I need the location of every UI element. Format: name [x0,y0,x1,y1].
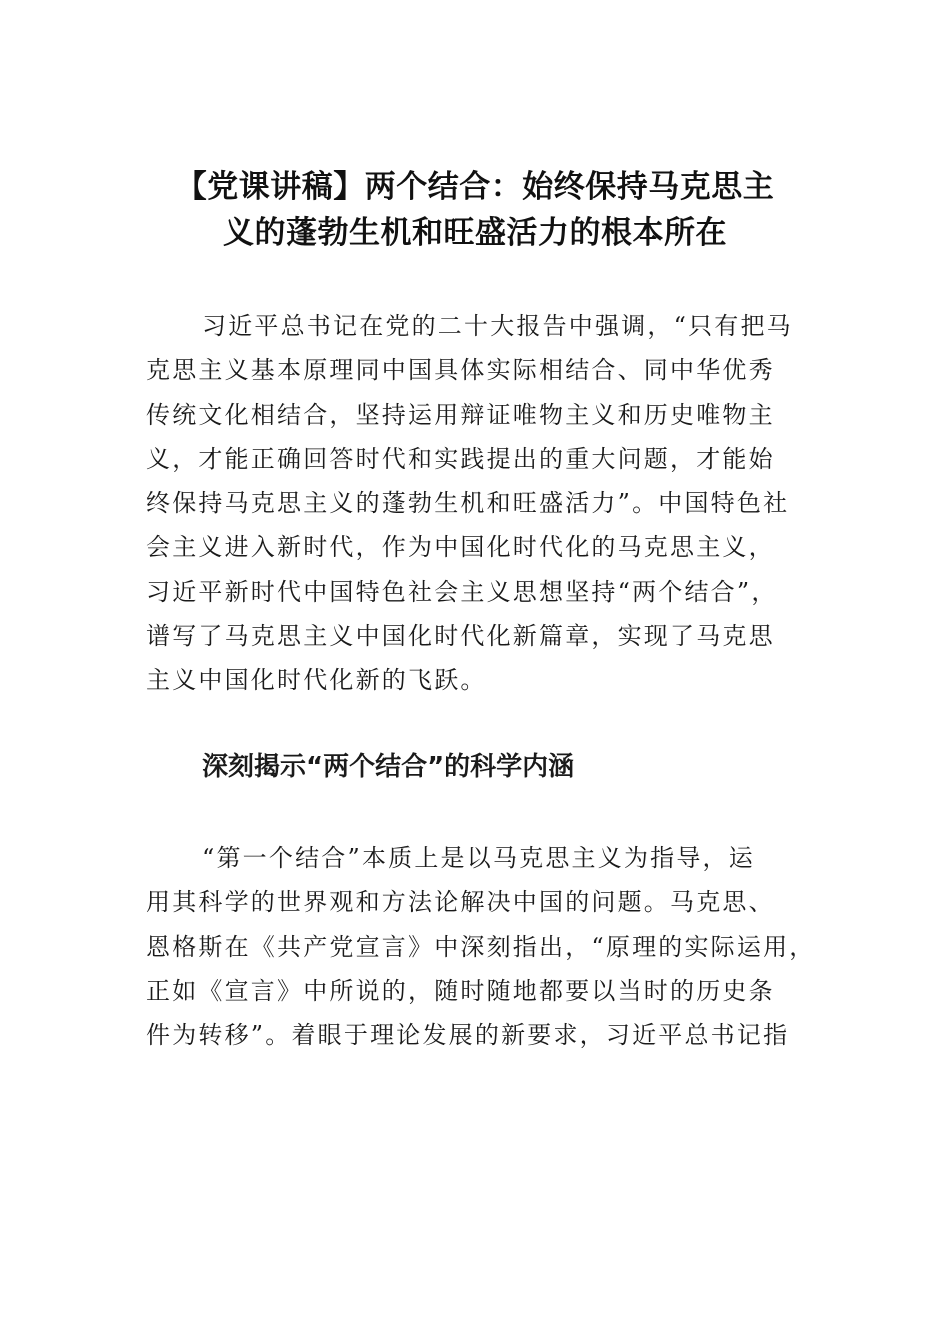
document-title [140,164,810,256]
paragraph-line: 谱写了马克思主义中国化时代化新篇章，实现了马克思 [146,622,775,651]
paragraph-line: 会主义进入新时代，作为中国化时代化的马克思主义， [146,533,775,562]
paragraph-line: 传统文化相结合，坚持运用辩证唯物主义和历史唯物主 [146,400,775,429]
paragraph-line: 主义中国化时代化新的飞跃。 [146,666,487,695]
paragraph-line: 克思主义基本原理同中国具体实际相结合、同中华优秀 [146,356,775,385]
title-line: 义的蓬勃生机和旺盛活力的根本所在 [223,215,727,251]
paragraph-line: “第一个结合”本质上是以马克思主义为指导，运 [202,844,755,872]
paragraph-line: 用其科学的世界观和方法论解决中国的问题。马克思、 [146,888,775,917]
paragraph-line: 义，才能正确回答时代和实践提出的重大问题，才能始 [146,444,775,473]
paragraph-line: 习近平总书记在党的二十大报告中强调，“只有把马 [202,312,793,340]
section-heading: 深刻揭示“两个结合”的科学内涵 [202,752,575,782]
paragraph-first-combination [146,836,816,1057]
paragraph-line: 正如《宣言》中所说的，随时随地都要以当时的历史条 [146,976,775,1005]
title-line: 【党课讲稿】两个结合：始终保持马克思主 [175,169,775,205]
paragraph-line: 习近平新时代中国特色社会主义思想坚持“两个结合”， [146,577,778,606]
paragraph-intro [146,304,806,703]
paragraph-line: 恩格斯在《共产党宣言》中深刻指出，“原理的实际运用， [146,932,816,961]
paragraph-line: 终保持马克思主义的蓬勃生机和旺盛活力”。中国特色社 [146,489,790,518]
paragraph-line: 件为转移”。着眼于理论发展的新要求，习近平总书记指 [146,1021,790,1050]
